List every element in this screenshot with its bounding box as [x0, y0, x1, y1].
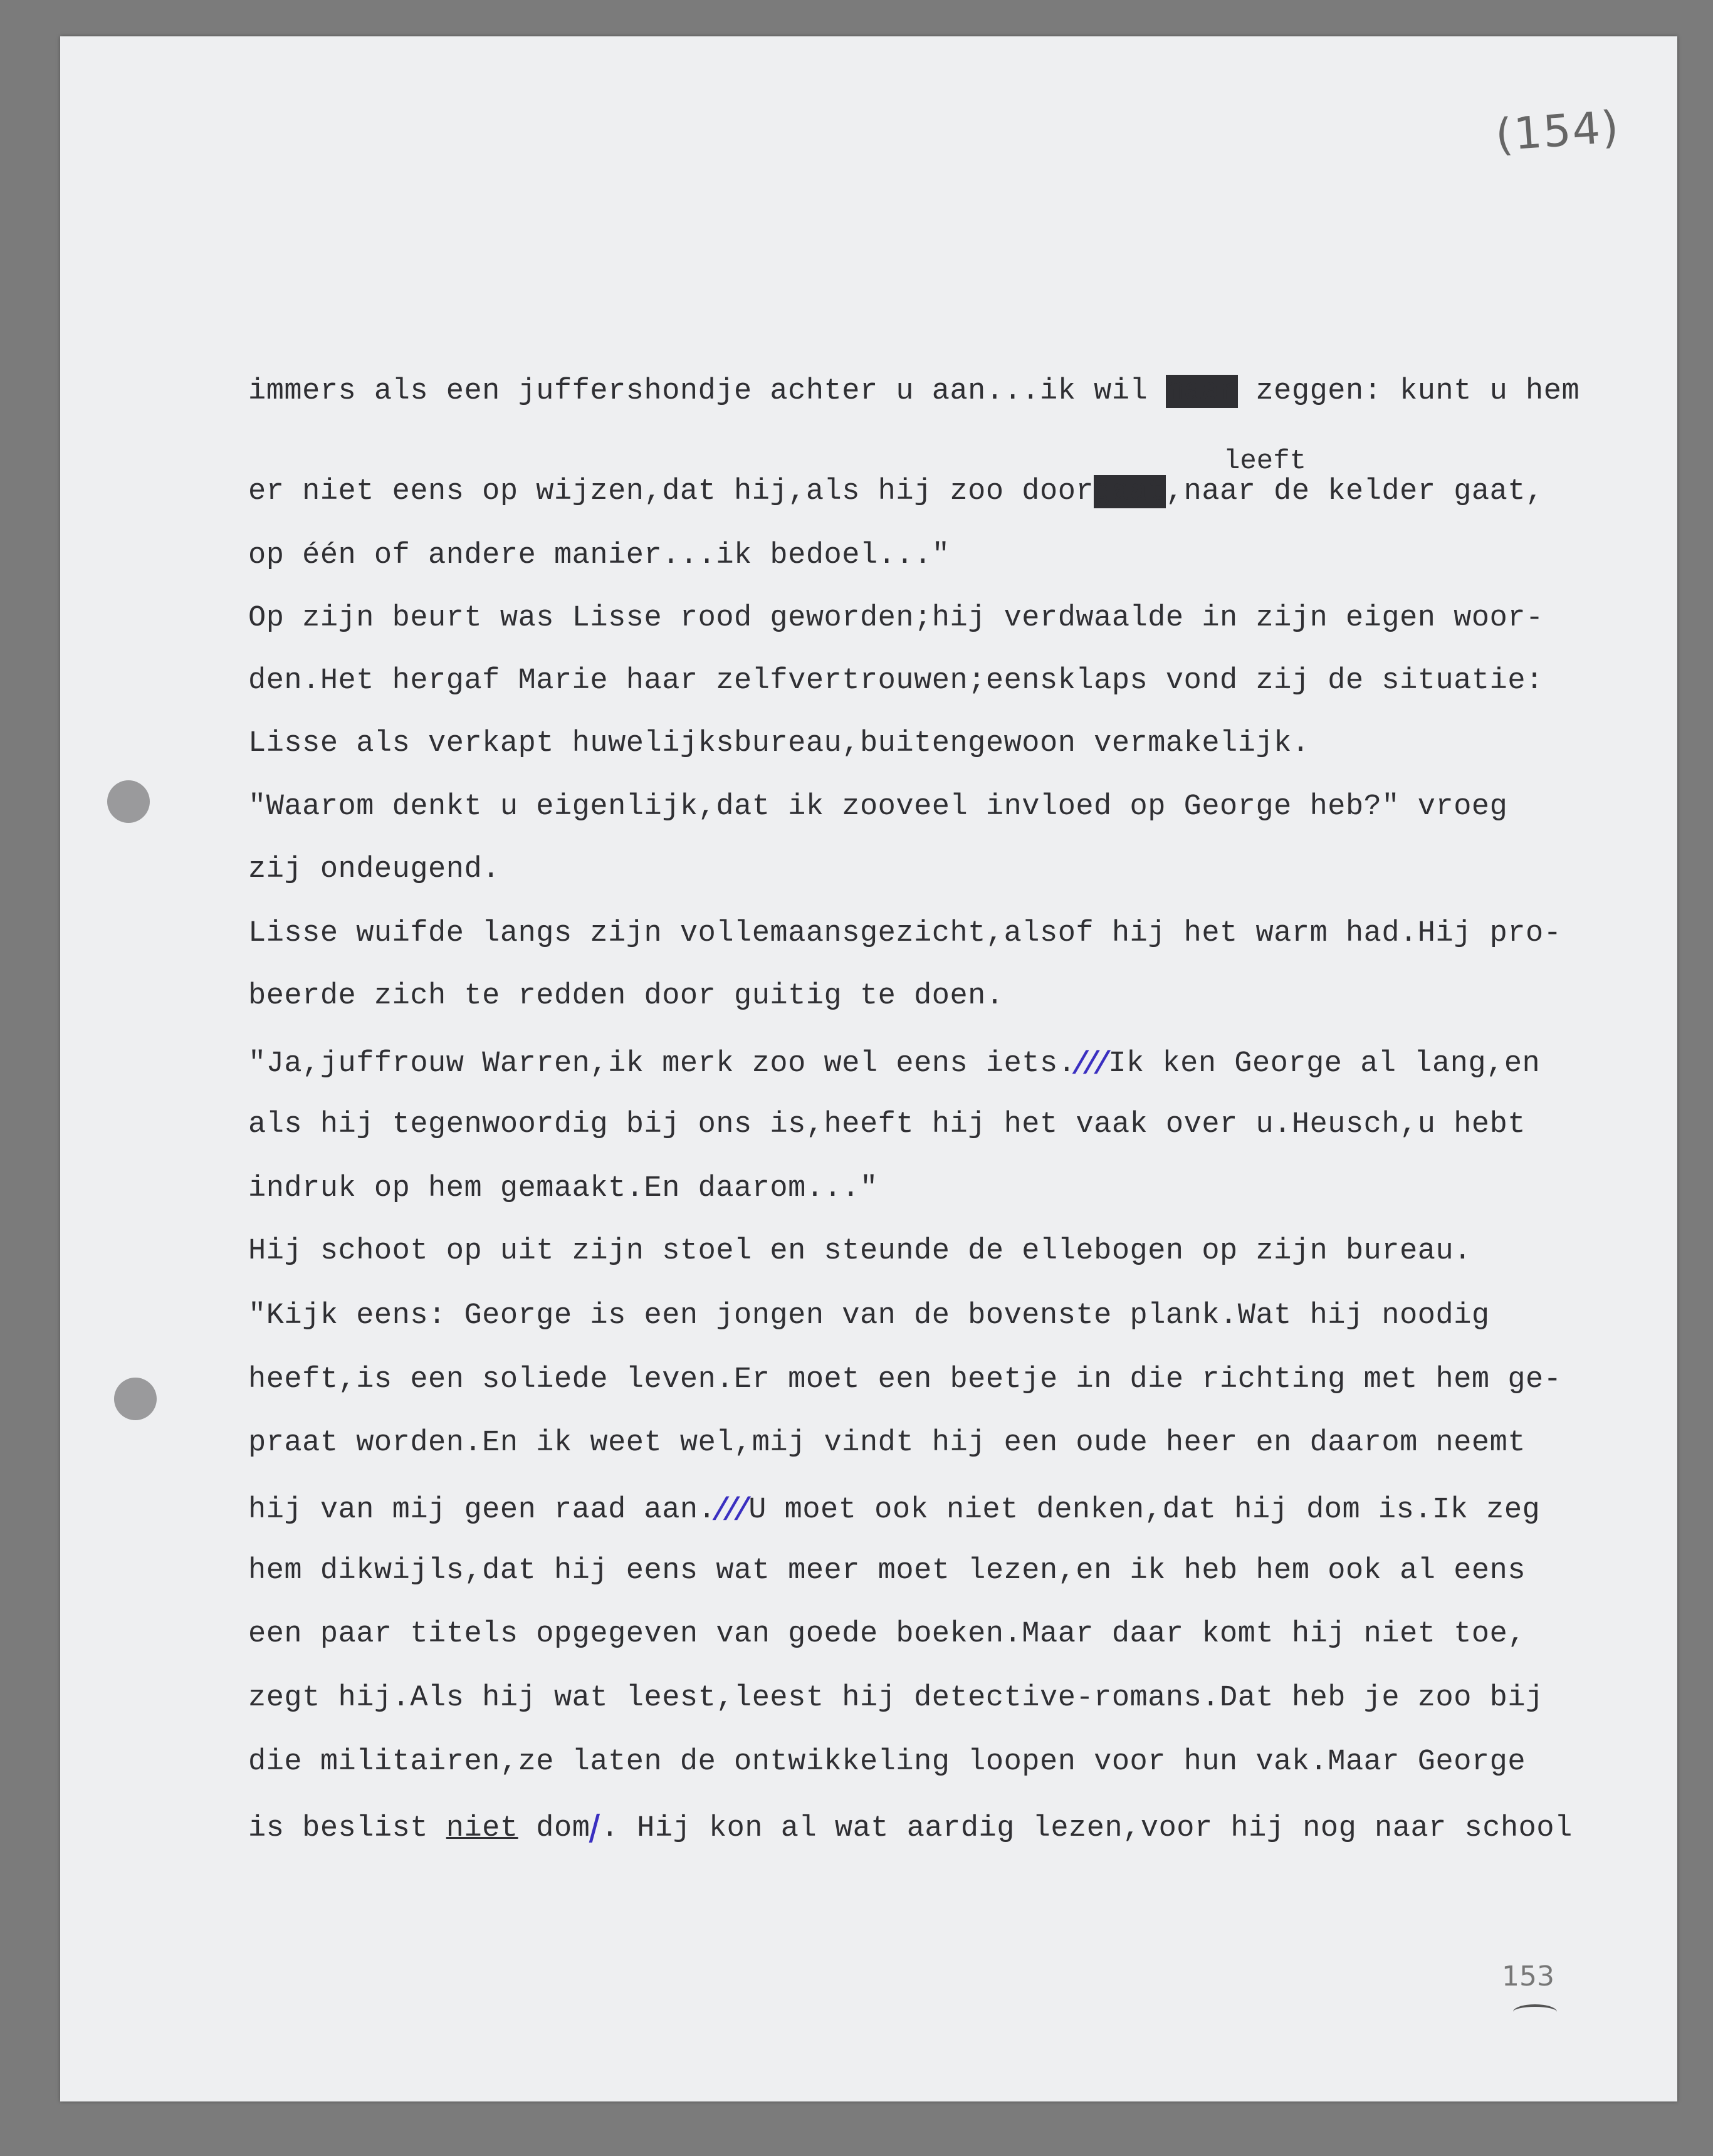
text-line: Lisse als verkapt huwelijksbureau,buitengewoon vermakelijk. — [248, 727, 1310, 760]
text-line: Hij schoot op uit zijn stoel en steunde de ellebogen op zijn bureau. — [248, 1235, 1472, 1268]
underlined-word: niet — [446, 1812, 518, 1845]
text-line: die militairen,ze laten de ontwikkeling loopen voor hun vak.Maar George — [248, 1745, 1526, 1779]
text-line: "Waarom denkt u eigenlijk,dat ik zooveel invloed op George heb?" vroeg — [248, 790, 1508, 824]
manuscript-number: (154) — [1494, 101, 1621, 161]
text-line: zegt hij.Als hij wat leest,leest hij detective-romans.Dat heb je zoo bij — [248, 1682, 1544, 1715]
text-line: Op zijn beurt was Lisse rood geworden;hij verdwaalde in zijn eigen woor- — [248, 602, 1544, 635]
manuscript-page — [60, 36, 1677, 2101]
text-line: Lisse wuifde langs zijn vollemaansgezicht,alsof hij het warm had.Hij pro- — [248, 917, 1562, 950]
text-line: beerde zich te redden door guitig te doen. — [248, 980, 1004, 1013]
text-line: is beslist niet dom|. Hij kon al wat aardig lezen,voor hij nog naar school — [248, 1809, 1573, 1845]
text-line: heeft,is een soliede leven.Er moet een beetje in die richting met hem ge- — [248, 1363, 1562, 1396]
punch-hole-top — [107, 780, 150, 823]
text-line: een paar titels opgegeven van goede boeken.Maar daar komt hij niet toe, — [248, 1618, 1526, 1651]
handwritten-paragraph-mark: /// — [711, 1490, 753, 1524]
text-line: immers als een juffershondje achter u aan...ik wil maar zeggen: kunt u hem — [248, 375, 1580, 408]
interlinear-insert: leeft — [1223, 446, 1307, 477]
text-line: hem dikwijls,dat hij eens wat meer moet lezen,en ik heb hem ook al eens — [248, 1554, 1526, 1588]
handwritten-bar-mark: | — [585, 1809, 605, 1843]
struck-word: gaat — [1094, 475, 1166, 508]
punch-hole-bottom — [114, 1378, 157, 1420]
text-line: als hij tegenwoordig bij ons is,heeft hij het vaak over u.Heusch,u hebt — [248, 1108, 1526, 1141]
text-line: zij ondeugend. — [248, 853, 500, 886]
text-line: "Ja,juffrouw Warren,ik merk zoo wel eens iets.///Ik ken George al lang,en — [248, 1044, 1541, 1081]
text-line: er niet eens op wijzen,dat hij,als hij zoo doorgaat,naar de kelder gaat, — [248, 475, 1544, 508]
text-line: "Kijk eens: George is een jongen van de bovenste plank.Wat hij noodig — [248, 1299, 1490, 1332]
text-line: den.Het hergaf Marie haar zelfvertrouwen;eensklaps vond zij de situatie: — [248, 664, 1544, 698]
struck-word: maar — [1165, 375, 1238, 408]
text-line: indruk op hem gemaakt.En daarom..." — [248, 1172, 878, 1205]
text-line: praat worden.En ik weet wel,mij vindt hij een oude heer en daarom neemt — [248, 1426, 1526, 1460]
text-line: op één of andere manier...ik bedoel..." — [248, 539, 950, 572]
pencil-scrawl — [1513, 2004, 1557, 2019]
text-line: hij van mij geen raad aan.///U moet ook niet denken,dat hij dom is.Ik zeg — [248, 1490, 1541, 1527]
handwritten-paragraph-mark: /// — [1071, 1044, 1113, 1078]
page-number: 153 — [1502, 1960, 1554, 1992]
